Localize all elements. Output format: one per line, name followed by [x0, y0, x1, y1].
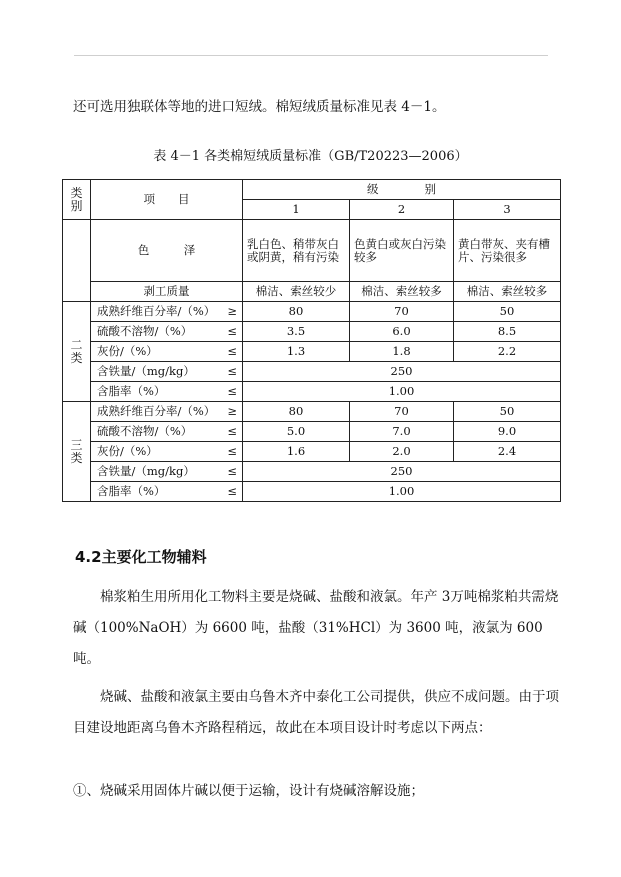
operator: ≤: [227, 384, 237, 398]
row-label: 含脂率（%） ≤: [91, 482, 243, 502]
row-label: 成熟纤维百分率/（%） ≥: [91, 402, 243, 422]
operator: ≤: [227, 324, 237, 338]
operator: ≤: [227, 424, 237, 438]
table-caption: 表 4－1 各类棉短绒质量标准（GB/T20223—2006）: [153, 149, 468, 164]
grade-1: 1: [243, 200, 350, 220]
cell-value: 2.4: [454, 442, 561, 462]
table-row: [63, 382, 561, 402]
category-cell: 三类: [63, 402, 91, 502]
cell-value: 9.0: [454, 422, 561, 442]
paragraph: ①、烧碱采用固体片碱以便于运输，设计有烧碱溶解设施；: [73, 783, 424, 799]
cell-value: 棉洁、索丝较少: [243, 282, 350, 302]
table-row: [63, 462, 561, 482]
page-top-rule: [74, 55, 548, 56]
cell-value: 7.0: [350, 422, 454, 442]
cell-value: 70: [350, 402, 454, 422]
row-label: 含铁量/（mg/kg） ≤: [91, 462, 243, 482]
category-header: 类别: [63, 180, 91, 220]
grade-3: 3: [454, 200, 561, 220]
cell-value: 2.0: [350, 442, 454, 462]
cell-value: 3.5: [243, 322, 350, 342]
row-label: 色 泽: [91, 220, 243, 282]
cell-value: 80: [243, 402, 350, 422]
intro-text: 还可选用独联体等地的进口短绒。棉短绒质量标准见表 4－1。: [73, 99, 446, 115]
section-body: [73, 776, 563, 807]
cell-value: 5.0: [243, 422, 350, 442]
paragraph: 棉浆粕生用所用化工物料主要是烧碱、盐酸和液氯。年产 3万吨棉浆粕共需烧碱（100%NaOH）为 6600 吨，盐酸（31%HCl）为 3600 吨，液氯为 600 吨。: [73, 589, 559, 667]
table-row: [63, 362, 561, 382]
cell-value: 50: [454, 402, 561, 422]
table-row: [63, 342, 561, 362]
cell-value: 2.2: [454, 342, 561, 362]
row-label: 硫酸不溶物/（%） ≤: [91, 322, 243, 342]
cell-value: 1.8: [350, 342, 454, 362]
operator: ≤: [227, 444, 237, 458]
table-row: [63, 220, 561, 282]
table-row: [63, 442, 561, 462]
cell-value: 8.5: [454, 322, 561, 342]
row-label: 含铁量/（mg/kg） ≤: [91, 362, 243, 382]
cell-value: 6.0: [350, 322, 454, 342]
cell-value: 棉洁、索丝较多: [454, 282, 561, 302]
operator: ≤: [227, 484, 237, 498]
grade-2: 2: [350, 200, 454, 220]
cell-value: 黄白带灰、夹有槽片、污染很多: [454, 220, 561, 282]
section-body: [73, 682, 563, 744]
cell-value: 50: [454, 302, 561, 322]
cell-value: 色黄白或灰白污染较多: [350, 220, 454, 282]
row-label: 成熟纤维百分率/（%） ≥: [91, 302, 243, 322]
table-header-row: [63, 180, 561, 200]
table-row: [63, 302, 561, 322]
operator: ≤: [227, 344, 237, 358]
category-cell: 二类: [63, 302, 91, 402]
table-row: [63, 322, 561, 342]
table-row: [63, 282, 561, 302]
row-label: 灰份/（%） ≤: [91, 442, 243, 462]
item-header: 项 目: [91, 180, 243, 220]
section-heading: 4.2主要化工物辅料: [75, 548, 207, 566]
cell-value: 1.00: [243, 482, 561, 502]
cell-value: 1.6: [243, 442, 350, 462]
cell-value: 乳白色、稍带灰白或阴黄，稍有污染: [243, 220, 350, 282]
quality-standard-table: [62, 179, 561, 502]
operator: ≥: [227, 404, 237, 418]
row-label: 含脂率（%） ≤: [91, 382, 243, 402]
cell-value: 1.00: [243, 382, 561, 402]
cell-value: 250: [243, 362, 561, 382]
section-body: [73, 582, 563, 675]
blank-category-cell: [63, 220, 91, 302]
row-label: 硫酸不溶物/（%） ≤: [91, 422, 243, 442]
cell-value: 250: [243, 462, 561, 482]
table-row: [63, 402, 561, 422]
cell-value: 80: [243, 302, 350, 322]
operator: ≥: [227, 304, 237, 318]
paragraph: 烧碱、盐酸和液氯主要由乌鲁木齐中泰化工公司提供，供应不成问题。由于项目建设地距离乌鲁木齐路程稍远，故此在本项目设计时考虑以下两点：: [73, 689, 559, 736]
cell-value: 70: [350, 302, 454, 322]
operator: ≤: [227, 464, 237, 478]
row-label: 剥工质量: [91, 282, 243, 302]
cell-value: 1.3: [243, 342, 350, 362]
grade-header: 级 别: [243, 180, 561, 200]
row-label: 灰份/（%） ≤: [91, 342, 243, 362]
table-row: [63, 482, 561, 502]
operator: ≤: [227, 364, 237, 378]
table-row: [63, 422, 561, 442]
cell-value: 棉洁、索丝较多: [350, 282, 454, 302]
